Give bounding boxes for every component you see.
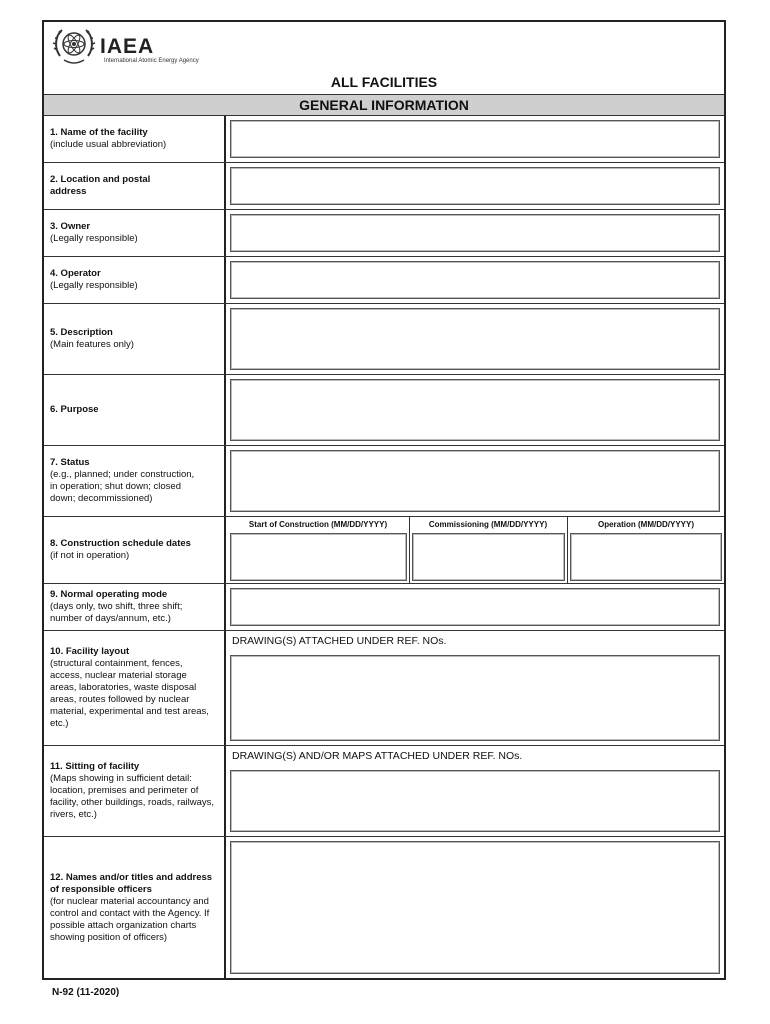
logo-subtitle: International Atomic Energy Agency bbox=[104, 58, 199, 64]
row-label bbox=[44, 837, 226, 978]
row-label bbox=[44, 257, 226, 303]
start-construction-header: Start of Construction (MM/DD/YYYY) bbox=[248, 520, 388, 529]
commissioning-header: Commissioning (MM/DD/YYYY) bbox=[428, 520, 548, 529]
row-label bbox=[44, 584, 226, 630]
label-hint: (structural containment, fences, bbox=[50, 658, 183, 669]
drawings-note: DRAWING(S) ATTACHED UNDER REF. NOs. bbox=[232, 635, 447, 647]
label-hint: access, nuclear material storage bbox=[50, 670, 187, 681]
label-hint: in operation; shut down; closed bbox=[50, 481, 181, 492]
label-title-cont: of responsible officers bbox=[50, 883, 152, 895]
label-title: 2. Location and postal bbox=[50, 174, 151, 185]
label-hint: control and contact with the Agency. If bbox=[50, 907, 210, 919]
row-label bbox=[44, 746, 226, 836]
facility-layout-ref-field[interactable] bbox=[230, 655, 720, 741]
label-hint: (e.g., planned; under construction, bbox=[50, 469, 195, 480]
row-facility-layout bbox=[44, 631, 724, 746]
form-frame bbox=[42, 20, 726, 980]
label-title: 12. Names and/or titles and address bbox=[50, 871, 213, 883]
row-siting bbox=[44, 746, 724, 837]
location-field[interactable] bbox=[230, 167, 720, 205]
label-hint: showing position of officers) bbox=[50, 931, 168, 943]
operator-field[interactable] bbox=[230, 261, 720, 299]
responsible-officers-field[interactable] bbox=[230, 841, 720, 974]
label-hint: facility, other buildings, roads, railways, bbox=[50, 797, 215, 808]
label-hint: etc.) bbox=[50, 718, 69, 729]
row-owner bbox=[44, 210, 724, 257]
form-title: ALL FACILITIES bbox=[330, 74, 438, 90]
row-purpose bbox=[44, 375, 724, 446]
start-construction-date-field[interactable] bbox=[230, 533, 407, 581]
label-title: 3. Owner bbox=[50, 221, 91, 232]
row-status bbox=[44, 446, 724, 517]
row-responsible-officers bbox=[44, 837, 724, 978]
row-description bbox=[44, 304, 724, 375]
label-title: 8. Construction schedule dates bbox=[50, 538, 191, 549]
row-label bbox=[44, 631, 226, 745]
row-label bbox=[44, 116, 226, 162]
row-label bbox=[44, 446, 226, 516]
row-label bbox=[44, 375, 226, 445]
label-hint: (Main features only) bbox=[50, 339, 134, 350]
operation-header: Operation (MM/DD/YYYY) bbox=[597, 520, 694, 529]
purpose-field[interactable] bbox=[230, 379, 720, 441]
row-construction-dates bbox=[44, 517, 724, 584]
label-hint: number of days/annum, etc.) bbox=[50, 613, 171, 624]
operating-mode-field[interactable] bbox=[230, 588, 720, 626]
label-title: 9. Normal operating mode bbox=[50, 589, 168, 600]
form-header bbox=[44, 22, 724, 92]
row-label bbox=[44, 304, 226, 374]
siting-ref-field[interactable] bbox=[230, 770, 720, 832]
label-hint: rivers, etc.) bbox=[50, 809, 97, 820]
drawings-maps-note: DRAWING(S) AND/OR MAPS ATTACHED UNDER REF. NOs. bbox=[232, 750, 523, 762]
row-label bbox=[44, 210, 226, 256]
row-label bbox=[44, 517, 226, 583]
label-title-cont: address bbox=[50, 186, 87, 197]
label-hint: (include usual abbreviation) bbox=[50, 139, 167, 150]
label-title: 11. Sitting of facility bbox=[50, 761, 140, 772]
label-title: 7. Status bbox=[50, 457, 90, 468]
row-facility-name bbox=[44, 116, 724, 163]
label-hint: location, premises and perimeter of bbox=[50, 785, 199, 796]
label-hint: (for nuclear material accountancy and bbox=[50, 895, 209, 907]
label-title: 10. Facility layout bbox=[50, 646, 130, 657]
row-operating-mode bbox=[44, 584, 724, 631]
form-id: N-92 (11-2020) bbox=[52, 987, 120, 998]
row-label bbox=[44, 163, 226, 209]
status-field[interactable] bbox=[230, 450, 720, 512]
label-hint: (Legally responsible) bbox=[50, 280, 138, 291]
operation-date-field[interactable] bbox=[570, 533, 722, 581]
owner-field[interactable] bbox=[230, 214, 720, 252]
label-hint: down; decommissioned) bbox=[50, 493, 153, 504]
section-heading: GENERAL INFORMATION bbox=[44, 94, 724, 116]
logo-text: IAEA bbox=[100, 35, 155, 58]
label-hint: possible attach organization charts bbox=[50, 919, 197, 931]
iaea-logo bbox=[52, 26, 272, 70]
iaea-emblem-icon bbox=[52, 26, 96, 68]
description-field[interactable] bbox=[230, 308, 720, 370]
row-location bbox=[44, 163, 724, 210]
label-hint: (if not in operation) bbox=[50, 550, 130, 561]
label-hint: (days only, two shift, three shift; bbox=[50, 601, 183, 612]
label-hint: material, experimental and test areas, bbox=[50, 706, 209, 717]
label-hint: areas, routes followed by nuclear bbox=[50, 694, 190, 705]
label-title: 4. Operator bbox=[50, 268, 101, 279]
row-operator bbox=[44, 257, 724, 304]
label-hint: areas, laboratories, waste disposal bbox=[50, 682, 197, 693]
commissioning-date-field[interactable] bbox=[412, 533, 565, 581]
label-title: 1. Name of the facility bbox=[50, 127, 148, 138]
label-hint: (Legally responsible) bbox=[50, 233, 138, 244]
label-title: 6. Purpose bbox=[50, 404, 99, 415]
label-title: 5. Description bbox=[50, 327, 113, 338]
facility-name-field[interactable] bbox=[230, 120, 720, 158]
label-hint: (Maps showing in sufficient detail: bbox=[50, 773, 192, 784]
